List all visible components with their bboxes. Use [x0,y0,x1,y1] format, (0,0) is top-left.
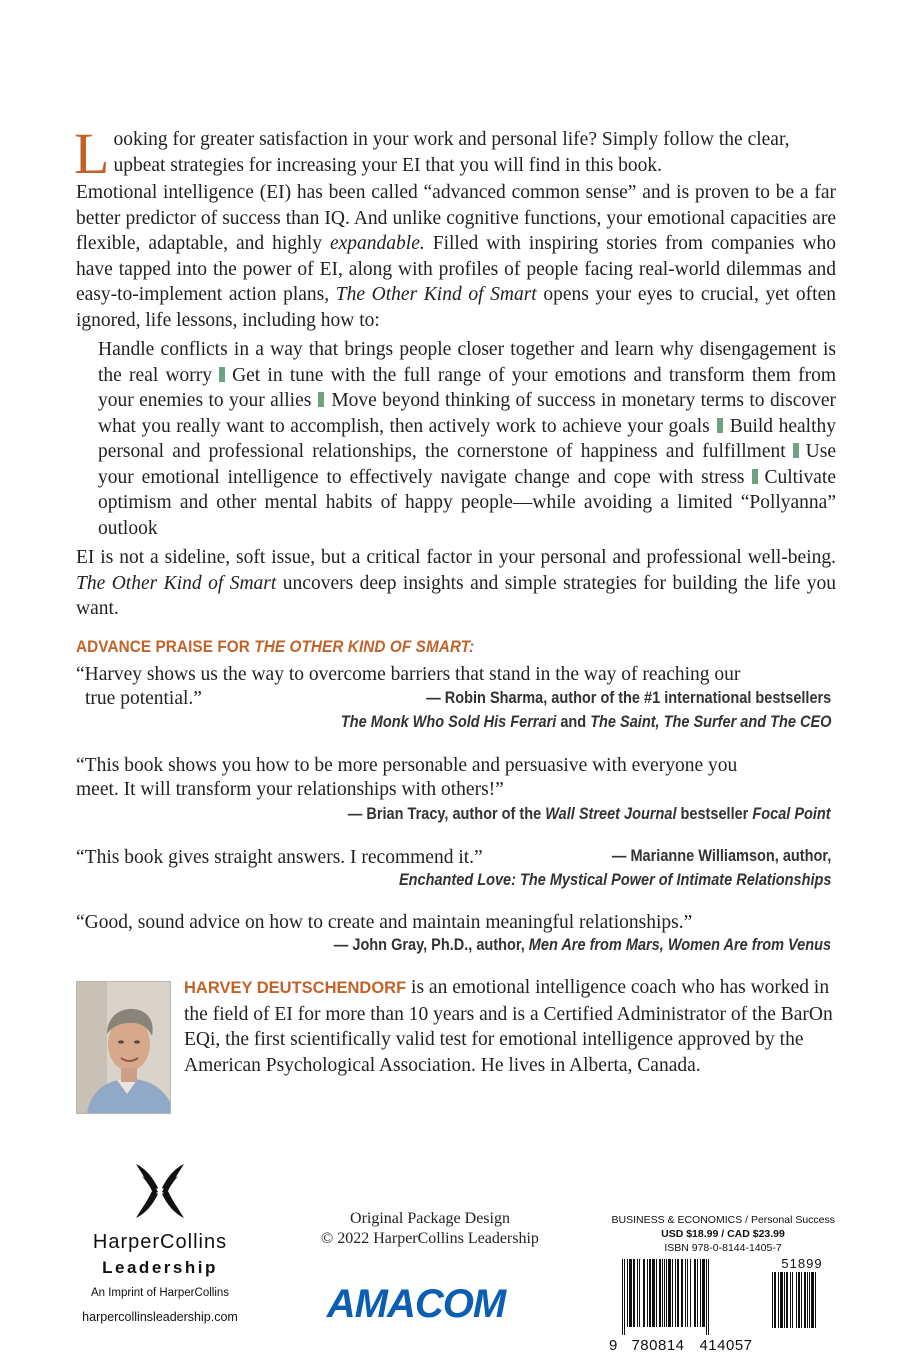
description-text-3: opens your eyes to crucial, yet often ignored, life lessons, including how to: [76,284,836,331]
bullet-square-icon [219,367,225,382]
isbn-barcode [622,1259,762,1335]
ean-digits-group-1: 780814 [631,1337,685,1354]
barcode-bar [807,1272,808,1328]
bullet-square-icon [793,443,799,458]
design-credit-line-1: Original Package Design [350,1210,510,1227]
barcode-bar [677,1259,679,1327]
barcode-bar [687,1259,688,1327]
barcode-bar [647,1259,648,1327]
quote-line: “Harvey shows us the way to overcome barriers that stand in the way of reaching our [76,664,741,685]
quote-2-publication: Wall Street Journal [545,805,677,823]
barcode-bar [809,1272,810,1328]
barcode-bar [685,1259,686,1327]
price-code: 51899 [781,1256,823,1271]
amacom-logo: AMACOM [326,1282,506,1326]
barcode-bar [784,1272,785,1328]
bullet-item: Move beyond thinking of success in monetary terms to discover what you really want to accomplish, then actively work to achieve your goals [98,390,837,437]
barcode-bar [780,1272,783,1328]
publisher-website: harpercollinsleadership.com [82,1310,238,1324]
quote-1-book-2: The Saint, The Surfer and The CEO [589,713,831,731]
praise-heading [76,637,474,657]
praise-quote-4: “Good, sound advice on how to create and maintain meaningful relationships.” [76,912,693,933]
price-label: USD $18.99 / CAD $23.99 [661,1228,785,1240]
author-name: HARVEY DEUTSCHENDORF [184,979,407,997]
bullet-square-icon [752,469,758,484]
bullet-square-icon [318,392,324,407]
barcode-bar [681,1259,683,1327]
harpercollins-logo-icon [130,1162,190,1220]
quote-2-attr-mid: bestseller [676,805,753,823]
quote-3-attribution-line-2: Enchanted Love: The Mystical Power of Intimate Relationships [398,871,831,889]
praise-quote-2 [76,754,836,802]
quote-4-book: Men Are from Mars, Women Are from Venus [528,936,831,954]
barcode-bar [690,1259,691,1327]
intro-line-2: upbeat strategies for increasing your EI that you will find in this book. [113,154,663,176]
closing-paragraph [76,545,836,622]
ean-digits-group-2: 414057 [699,1337,753,1354]
barcode-bar [662,1259,663,1327]
praise-quote-3: “This book gives straight answers. I recommend it.” [76,847,483,868]
barcode-bar [786,1272,788,1328]
barcode-bar [664,1259,665,1327]
quote-2-attribution [348,805,831,824]
barcode-bar [633,1259,635,1327]
bullet-item: Handle conflicts in a way that brings people closer together and learn why disengagement is the real worry [98,339,836,386]
barcode-bar [666,1259,667,1327]
publisher-imprint: An Imprint of HarperCollins [90,1287,230,1299]
quote-2-book: Focal Point [752,805,831,823]
barcode-bar [702,1259,705,1327]
barcode-bar [652,1259,655,1327]
quote-line: “This book shows you how to be more personable and persuasive with everyone you [76,755,738,776]
bullet-item: Cultivate optimism and other mental habits of happy people—while avoiding a limited “Pollyanna” outlook [98,466,836,539]
barcode-bar [790,1272,791,1328]
quote-4-attr-prefix: — John Gray, Ph.D., author, [333,936,529,954]
barcode-bar [694,1259,696,1327]
barcode-bar [708,1259,709,1335]
quote-4-attribution [334,936,831,955]
quote-1-attribution-line-2 [340,713,831,732]
barcode-bar [811,1272,814,1328]
closing-text-1: EI is not a sideline, soft issue, but a critical factor in your personal and professional well-being. [76,547,836,568]
barcode-bar [639,1259,640,1327]
category-label: BUSINESS & ECONOMICS / Personal Success [611,1214,835,1226]
barcode-bar [637,1259,638,1327]
barcode-bar [668,1259,671,1327]
barcode-bar [649,1259,651,1327]
publisher-name-line-1: HarperCollins [92,1231,228,1253]
drop-cap: L [74,121,110,186]
isbn-label: ISBN 978-0-8144-1405-7 [664,1242,782,1254]
barcode-bar [804,1272,806,1328]
author-photo [76,981,171,1114]
barcode-bar [659,1259,661,1327]
praise-heading-prefix: ADVANCE PRAISE FOR [76,637,255,656]
bullet-square-icon [717,418,723,433]
barcode-bar [801,1272,802,1328]
barcode-bar [798,1272,800,1328]
design-credit [290,1209,570,1249]
barcode-bar [675,1259,676,1327]
author-bio-text: is an emotional intelligence coach who has worked in the field of EI for more than 10 years and is a Certified Administrator of the BarOn EQi, the first scientifically valid test for emotional intelligence approved by the American Psychological Association. He lives in Alberta, Canada. [184,977,833,1076]
barcode-bar [792,1272,793,1328]
quote-1-book-1: The Monk Who Sold His Ferrari [340,713,556,731]
author-portrait-illustration [77,982,170,1113]
quote-line: meet. It will transform your relationships with others!” [76,779,504,800]
quote-3-attribution-line-1: — Marianne Williamson, author, [611,847,831,865]
barcode-bar [700,1259,701,1327]
barcode-bar [672,1259,673,1327]
barcode-bar [778,1272,779,1328]
price-barcode [772,1272,832,1336]
quote-2-attr-prefix: — Brian Tracy, author of the [348,805,546,823]
publisher-name-line-2: Leadership [102,1258,218,1277]
barcode-bar [622,1259,623,1335]
praise-heading-title: THE OTHER KIND OF SMART: [254,637,475,656]
closing-text-2: uncovers deep insights and simple strategies for building the life you want. [76,572,836,619]
design-credit-line-2: © 2022 HarperCollins Leadership [321,1230,539,1247]
description-text-2: Filled with inspiring stories from companies who have tapped into the power of EI, along with profiles of people facing real-world dilemmas and easy-to-implement action plans, [76,233,836,305]
barcode-bar [706,1259,707,1335]
barcode-bar [772,1272,773,1328]
description-emphasis: expandable. [329,233,425,254]
intro-paragraph [74,121,836,186]
barcode-bar [643,1259,645,1327]
quote-1-and: and [555,713,590,731]
bullet-item: Build healthy personal and professional relationships, the cornerstone of happiness and fulfillment [98,415,836,462]
barcode-bar [629,1259,632,1327]
barcode-bar [624,1259,625,1335]
ean-digit-first: 9 [609,1337,618,1354]
barcode-bar [774,1272,776,1328]
barcode-bar [796,1272,797,1328]
barcode-bar [697,1259,698,1327]
barcode-bar [815,1272,816,1328]
barcode-bar [656,1259,657,1327]
description-book-title: The Other Kind of Smart [335,284,537,305]
bullet-item: Get in tune with the full range of your emotions and transform them from your enemies to your allies [98,364,836,411]
description-text-1: Emotional intelligence (EI) has been called “advanced common sense” and is proven to be a far better predictor of success than IQ. And unlike cognitive functions, your emotional capacities are flexible, adaptable, and highly [76,182,836,254]
intro-line-1: ooking for greater satisfaction in your work and personal life? Simply follow the clear, [113,129,790,150]
author-bio [184,975,838,1078]
bullet-item: Use your emotional intelligence to effectively navigate change and cope with stress [98,441,836,488]
closing-book-title: The Other Kind of Smart [76,572,277,594]
quote-line: true potential.” [85,688,202,709]
barcode-bar [627,1259,628,1327]
bullet-list [98,337,836,541]
quote-1-attribution-line-1: — Robin Sharma, author of the #1 international bestsellers [425,689,831,707]
description-paragraph [76,180,836,333]
